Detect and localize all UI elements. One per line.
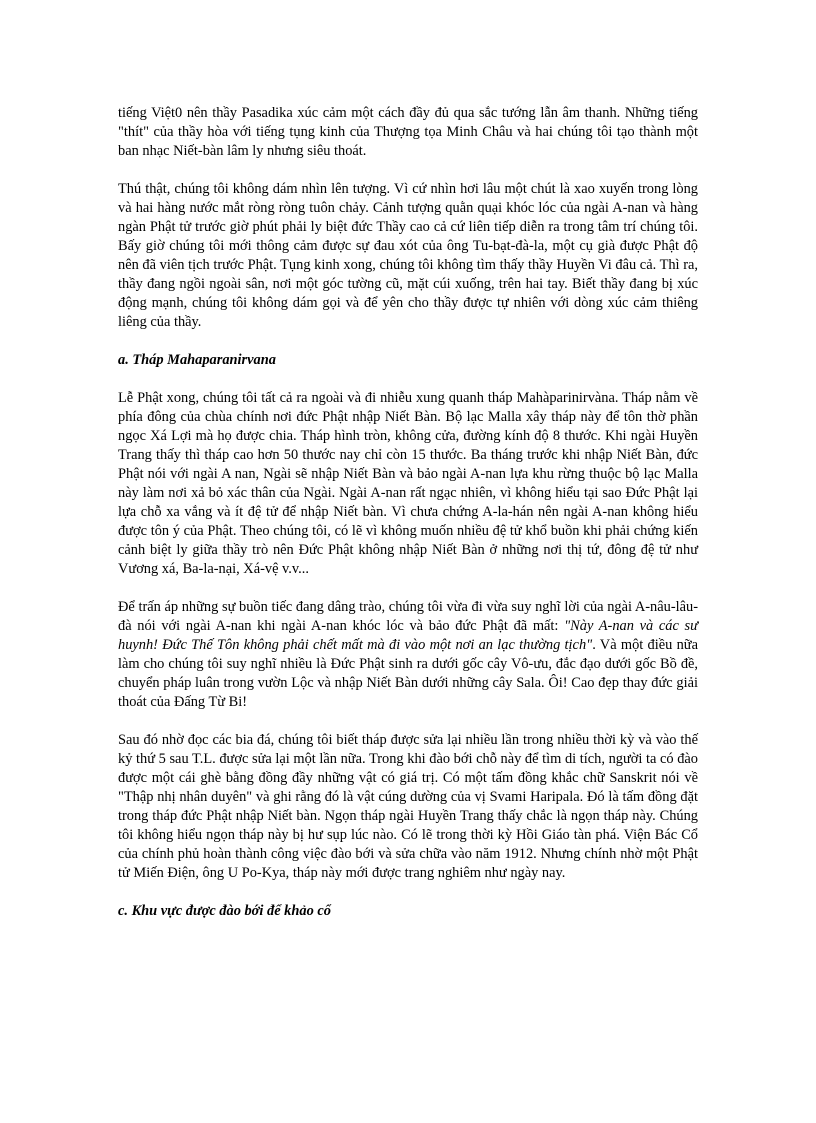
paragraph-inscriptions: Sau đó nhờ đọc các bia đá, chúng tôi biết tháp được sửa lại nhiều lần trong nhiều thời kỳ và vào thế kỷ thứ 5 sau T.L. được sửa lại một lần nữa. Trong khi đào bới chỗ này để tìm di tích, người ta có đào được một cái ghè bằng đồng đầy những vật có giá trị. Có một tấm đồng khắc chữ Sanskrit nói về "Thập nhị nhân duyên" và ghi rằng đó là vật cúng dường của vị Svami Haripala. Đó là tấm đồng đặt trong tháp đức Phật nhập Niết bàn. Ngọn tháp ngài Huyền Trang thấy chắc là ngọn tháp này. Chúng tôi không hiểu ngọn tháp này bị hư sụp lúc nào. Có lẽ trong thời kỳ Hồi Giáo tàn phá. Viện Bác Cổ của chính phủ hoàn thành công việc đào bới và sửa chữa vào năm 1912. Nhưng chính nhờ một Phật tử Miến Điện, ông U Po-Kya, tháp này mới được trang nghiêm như ngày nay. [118, 732, 698, 881]
reflection-text-start: Để trấn áp những sự buồn tiếc đang dâng trào, chúng tôi vừa đi vừa suy nghĩ lời của ngài A-nâu-lâu-đà nói với ngài A-nan khi ngài A-nan khóc lóc và bảo đức Phật đã mất: [118, 599, 698, 634]
paragraph-reflection [118, 598, 698, 712]
paragraph-pasadika: tiếng Việt0 nên thầy Pasadika xúc cảm một cách đầy đủ qua sắc tướng lẫn âm thanh. Những tiếng "thít" của thầy hòa với tiếng tụng kinh của Thượng tọa Minh Châu và hai chúng tôi tạo thành một ban nhạc Niết-bàn lâm ly nhưng siêu thoát. [118, 105, 698, 159]
heading-excavation-area: c. Khu vực được đào bới để khảo cổ [118, 903, 331, 919]
anuruddha-quote: "Này A-nan và các sư huynh! Đức Thế Tôn không phải chết mất mà đi vào một nơi an lạc thường tịch" [118, 618, 698, 653]
reflection-text-end: . Và một điều nữa làm cho chúng tôi suy nghĩ nhiều là Đức Phật sinh ra dưới gốc cây Vô-ưu, đắc đạo dưới gốc Bồ đề, chuyển pháp luân trong vườn Lộc và nhập Niết Bàn dưới những cây Sala. Ôi! Cao đẹp thay đức giải thoát của Đấng Từ Bi! [118, 637, 698, 710]
heading-mahaparanirvana: a. Tháp Mahaparanirvana [118, 352, 276, 368]
paragraph-statue: Thú thật, chúng tôi không dám nhìn lên tượng. Vì cứ nhìn hơi lâu một chút là xao xuyến trong lòng và hai hàng nước mắt ròng ròng tuôn chảy. Cảnh tượng quằn quại khóc lóc của ngài A-nan và hàng ngàn Phật tử trước giờ phút phải ly biệt đức Thầy cao cả cứ liên tiếp diễn ra trong tâm trí chúng tôi. Bấy giờ chúng tôi mới thông cảm được sự đau xót của ông Tu-bạt-đà-la, một cụ già được Phật độ nên đã viên tịch trước Phật. Tụng kinh xong, chúng tôi không tìm thấy thầy Huyền Vi đâu cả. Thì ra, thầy đang ngồi ngoài sân, nơi một góc tường cũ, mặt cúi xuống, trên hai tay. Biết thầy đang bị xúc động mạnh, chúng tôi không dám gọi và để yên cho thầy được tự nhiên với dòng xúc cảm thiêng liêng của thầy. [118, 181, 698, 330]
document-page [118, 104, 698, 940]
paragraph-stupa: Lễ Phật xong, chúng tôi tất cả ra ngoài và đi nhiễu xung quanh tháp Mahàparinirvàna. Tháp nằm về phía đông của chùa chính nơi đức Phật nhập Niết Bàn. Bộ lạc Malla xây tháp này để tôn thờ phần ngọc Xá Lợi mà họ được chia. Tháp hình tròn, không cửa, đường kính độ 8 thước. Khi ngài Huyền Trang thấy thì tháp cao hơn 50 thước nay chỉ còn 15 thước. Ba tháng trước khi nhập Niết Bàn, đức Phật nói với ngài A nan, Ngài sẽ nhập Niết Bàn và bảo ngài A-nan lựa khu rừng thuộc bộ lạc Malla này làm nơi xả bỏ xác thân của Ngài. Ngài A-nan rất ngạc nhiên, vì không hiểu tại sao Đức Phật lại lựa chỗ xa vắng và ít đệ tử để nhập Niết bàn. Vì chưa chứng A-la-hán nên ngài A-nan không hiểu được tôn ý của Phật. Theo chúng tôi, có lẽ vì không muốn nhiều đệ tử khổ buồn khi phải chứng kiến cảnh biệt ly giữa thầy trò nên Đức Phật không nhập Niết Bàn ở những nơi thị tứ, đông đệ tử như Vương xá, Ba-la-nại, Xá-vệ v.v... [118, 390, 698, 577]
